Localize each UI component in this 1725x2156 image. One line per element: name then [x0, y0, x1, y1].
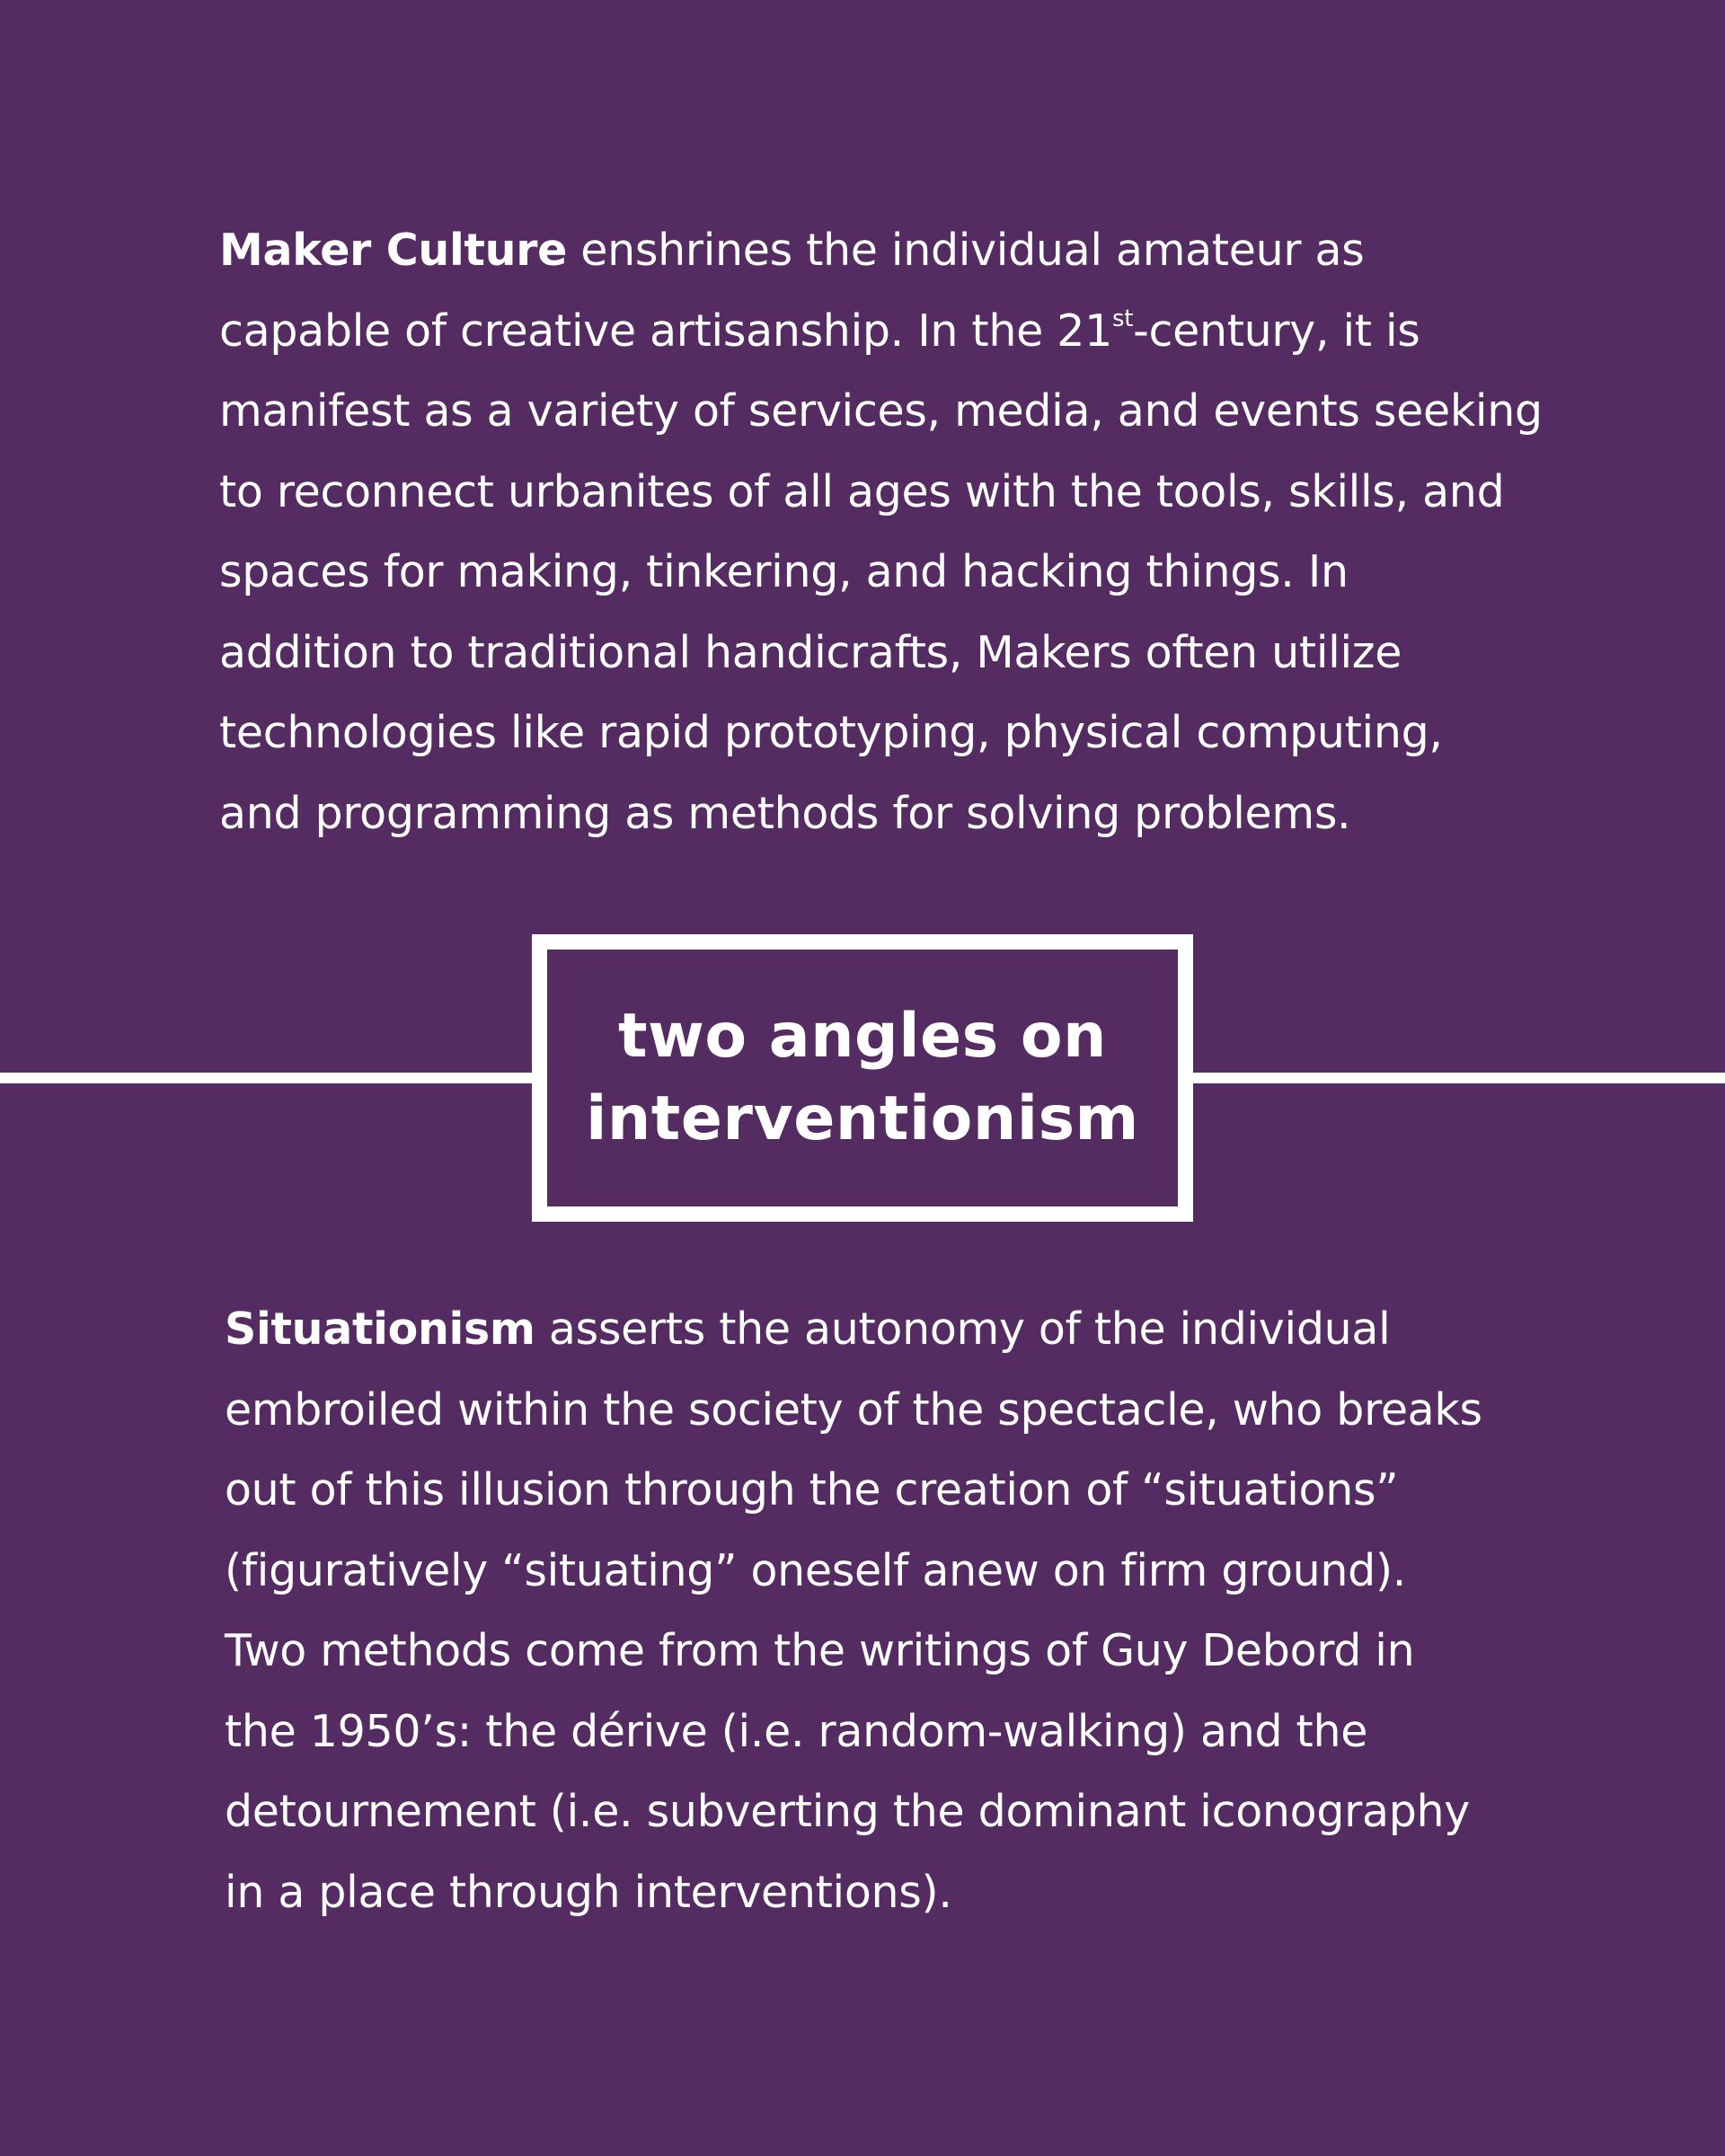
divider-rule-left	[0, 1073, 532, 1083]
divider-rule-right	[1193, 1073, 1725, 1083]
situationism-paragraph	[225, 1289, 1554, 1932]
maker-line-8: and programming as methods for solving problems.	[219, 787, 1351, 839]
situ-line-6: the 1950’s: the dérive (i.e. random-walking) and the	[225, 1705, 1368, 1757]
situ-line-4: (figuratively “situating” oneself anew on firm ground).	[225, 1544, 1407, 1596]
maker-culture-term: Maker Culture	[219, 225, 567, 276]
maker-culture-paragraph	[219, 210, 1549, 853]
situ-line-2: embroiled within the society of the spectacle, who breaks	[225, 1383, 1482, 1436]
maker-line-2-text-b: -century, it is	[1133, 305, 1420, 357]
maker-line-1	[219, 210, 1549, 291]
maker-line-4: to reconnect urbanites of all ages with the tools, skills, and	[219, 465, 1505, 517]
maker-line-2-text-a: capable of creative artisanship. In the 21	[219, 305, 1112, 357]
maker-line-2	[219, 291, 1549, 372]
situ-line-7: detournement (i.e. subverting the dominant iconography	[225, 1786, 1470, 1837]
ordinal-superscript: st	[1111, 305, 1134, 332]
maker-line-7: technologies like rapid prototyping, physical computing,	[219, 707, 1443, 758]
section-title-line-1: two angles on	[618, 1001, 1107, 1072]
maker-line-1-text: enshrines the individual amateur as	[567, 225, 1365, 276]
section-title-box	[532, 934, 1193, 1222]
maker-line-6: addition to traditional handicrafts, Makers often utilize	[219, 626, 1402, 678]
situ-line-1	[225, 1289, 1554, 1370]
situationism-term: Situationism	[225, 1303, 535, 1355]
section-title-line-2: interventionism	[586, 1083, 1139, 1154]
maker-line-3: manifest as a variety of services, media, and events seeking	[219, 385, 1543, 437]
situ-line-3: out of this illusion through the creation of “situations”	[225, 1464, 1399, 1515]
maker-line-5: spaces for making, tinkering, and hacking things. In	[219, 546, 1349, 597]
situ-line-8: in a place through interventions).	[225, 1866, 952, 1918]
situ-line-1-text: asserts the autonomy of the individual	[535, 1303, 1391, 1355]
situ-line-5: Two methods come from the writings of Guy Debord in	[225, 1625, 1415, 1676]
